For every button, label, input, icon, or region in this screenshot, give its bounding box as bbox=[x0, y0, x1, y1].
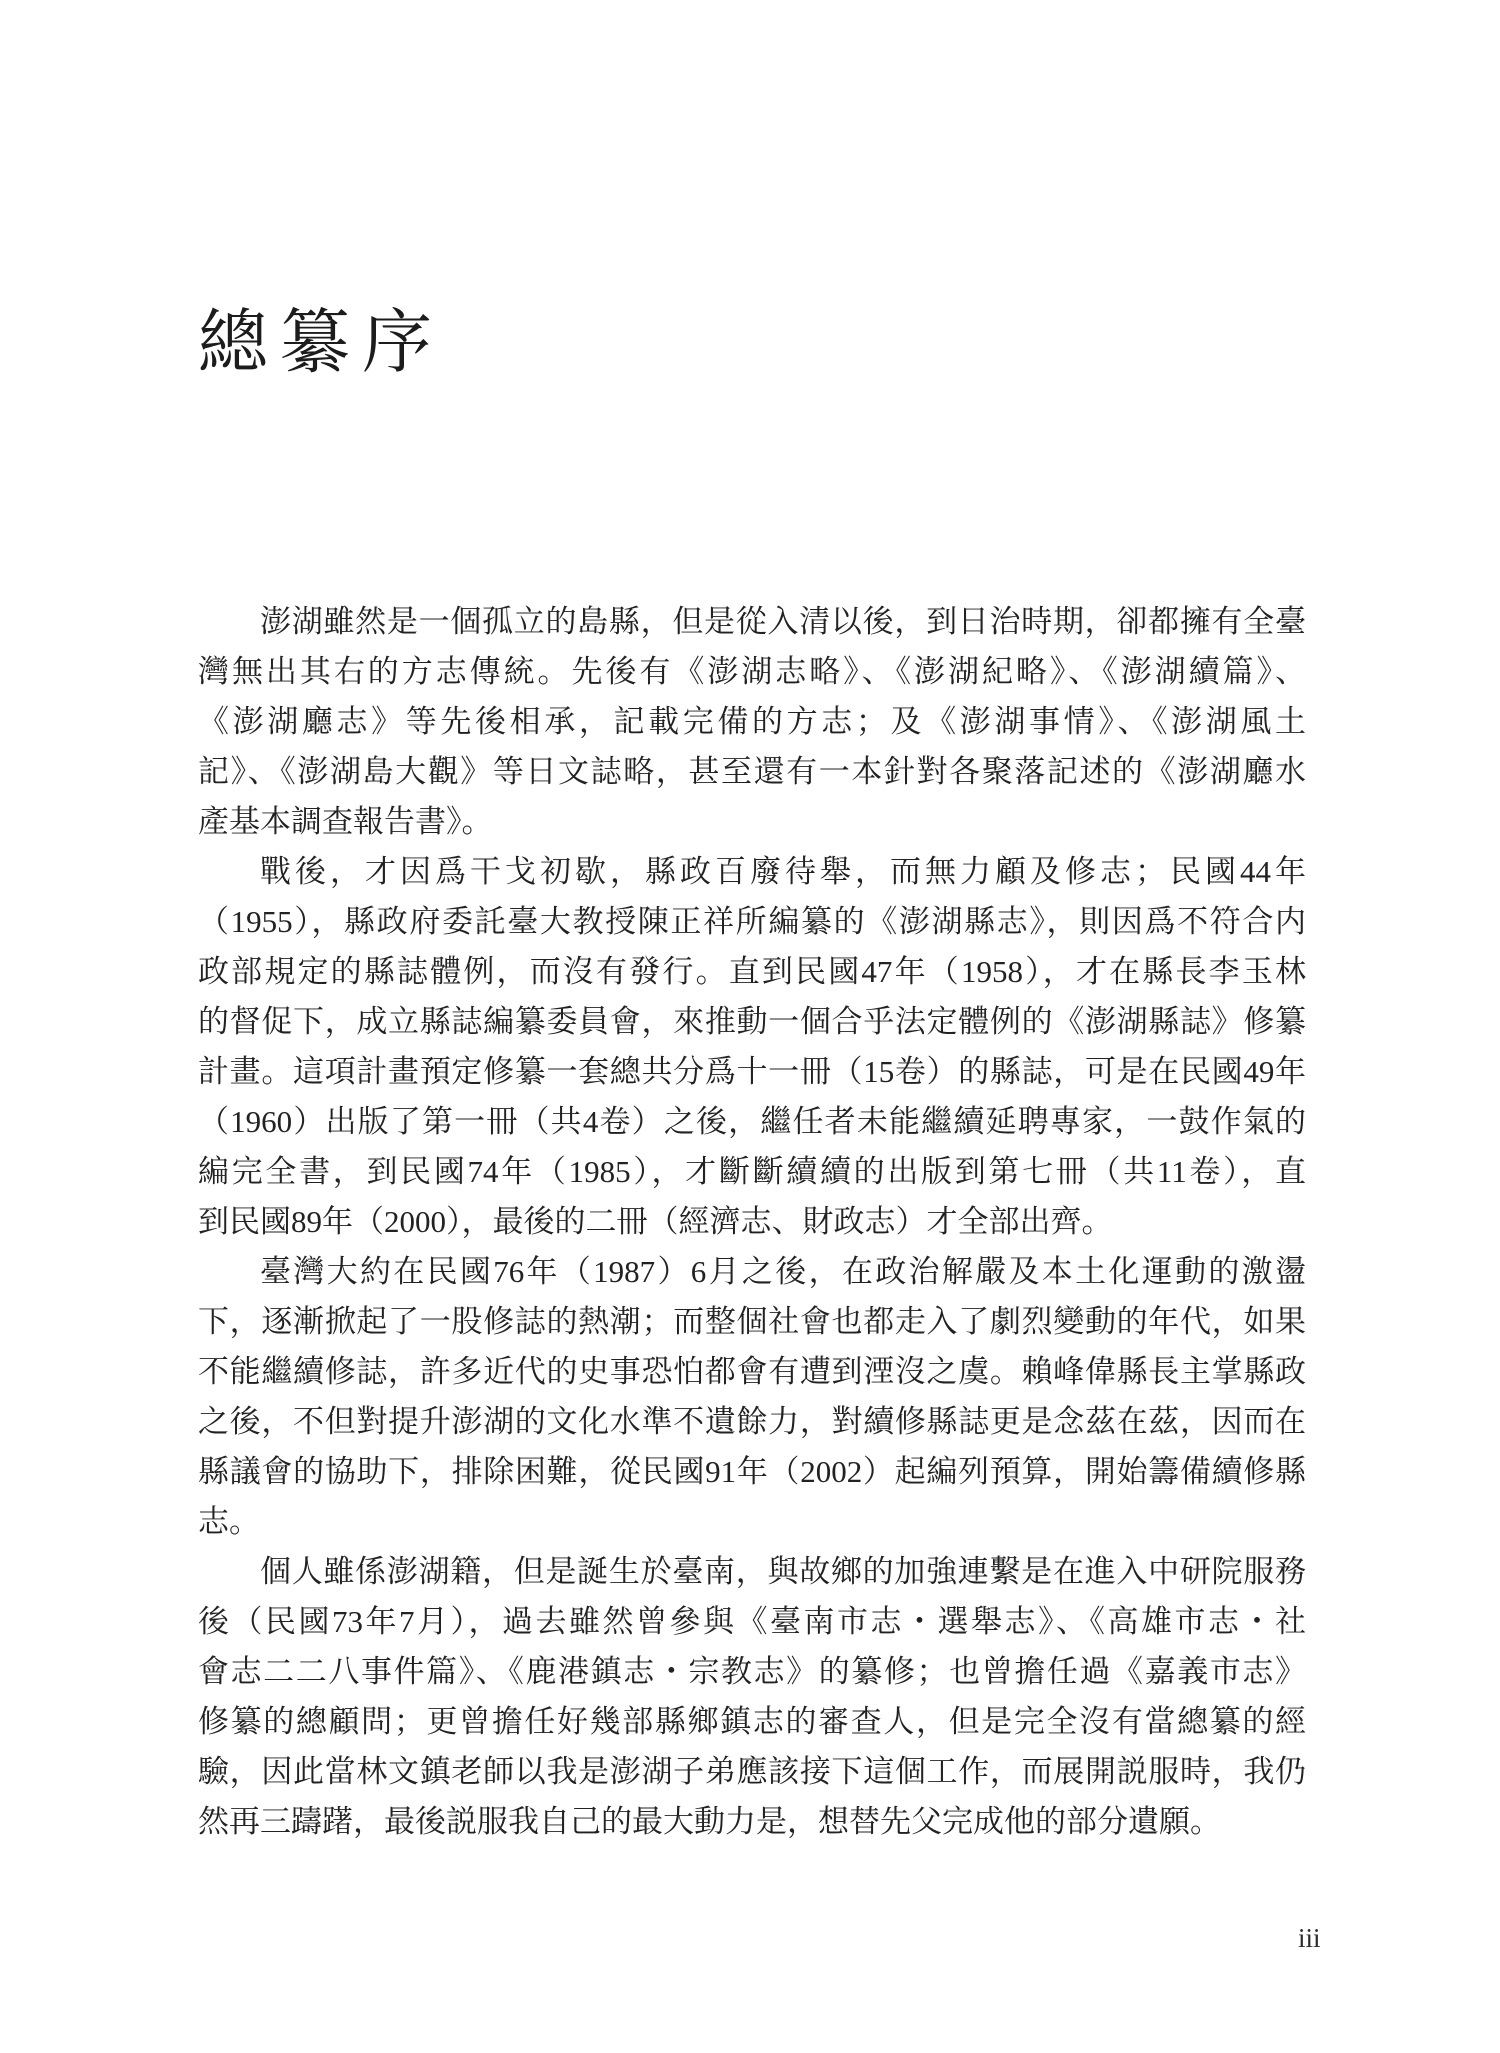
body-line: 臺灣大約在民國76年（1987）6月之後，在政治解嚴及本土化運動的激盪 bbox=[260, 1254, 1306, 1289]
body-line: 修纂的總顧問；更曾擔任好幾部縣鄉鎮志的審查人，但是完全沒有當總纂的經 bbox=[198, 1704, 1306, 1739]
body-line: 到民國89年（2000），最後的二冊（經濟志、財政志）才全部出齊。 bbox=[198, 1204, 1113, 1239]
body-line: 記》、《澎湖島大觀》等日文誌略，甚至還有一本針對各聚落記述的《澎湖廳水 bbox=[198, 754, 1306, 789]
body-line: 個人雖係澎湖籍，但是誕生於臺南，與故鄉的加強連繫是在進入中研院服務 bbox=[260, 1554, 1306, 1589]
body-line: 之後，不但對提升澎湖的文化水準不遺餘力，對續修縣誌更是念茲在茲，因而在 bbox=[198, 1404, 1306, 1439]
body-line: 後（民國73年7月），過去雖然曾參與《臺南市志・選舉志》、《高雄市志・社 bbox=[198, 1604, 1306, 1639]
page-title: 總纂序 bbox=[198, 305, 444, 382]
body-line: （1960）出版了第一冊（共4卷）之後，繼任者未能繼續延聘專家，一鼓作氣的 bbox=[198, 1104, 1306, 1139]
body-line: 下，逐漸掀起了一股修誌的熱潮；而整個社會也都走入了劇烈變動的年代，如果 bbox=[198, 1304, 1306, 1339]
body-line: 編完全書，到民國74年（1985），才斷斷續續的出版到第七冊（共11卷），直 bbox=[198, 1154, 1306, 1189]
body-line: 志。 bbox=[198, 1504, 260, 1539]
body-line: 產基本調查報告書》。 bbox=[198, 804, 493, 839]
body-line: 灣無出其右的方志傳統。先後有《澎湖志略》、《澎湖紀略》、《澎湖續篇》、 bbox=[198, 654, 1306, 689]
body-line: 然再三躊躇，最後説服我自己的最大動力是，想替先父完成他的部分遺願。 bbox=[198, 1804, 1221, 1839]
body-line: 縣議會的協助下，排除困難，從民國91年（2002）起編列預算，開始籌備續修縣 bbox=[198, 1454, 1306, 1489]
body-line: （1955），縣政府委託臺大教授陳正祥所編纂的《澎湖縣志》，則因爲不符合内 bbox=[198, 904, 1306, 939]
body-line: 計畫。這項計畫預定修纂一套總共分爲十一冊（15卷）的縣誌，可是在民國49年 bbox=[198, 1054, 1306, 1089]
body-line: 的督促下，成立縣誌編纂委員會，來推動一個合乎法定體例的《澎湖縣誌》修纂 bbox=[198, 1004, 1306, 1039]
body-line: 會志二二八事件篇》、《鹿港鎮志・宗教志》的纂修；也曾擔任過《嘉義市志》 bbox=[198, 1654, 1306, 1689]
body-line: 驗，因此當林文鎮老師以我是澎湖子弟應該接下這個工作，而展開説服時，我仍 bbox=[198, 1754, 1306, 1789]
page-number: iii bbox=[1298, 1923, 1321, 1953]
body-line: 《澎湖廳志》等先後相承，記載完備的方志；及《澎湖事情》、《澎湖風土 bbox=[198, 704, 1306, 739]
body-line: 政部規定的縣誌體例，而沒有發行。直到民國47年（1958），才在縣長李玉林 bbox=[198, 954, 1306, 989]
document-body bbox=[198, 597, 1306, 1847]
body-line: 澎湖雖然是一個孤立的島縣，但是從入清以後，到日治時期，卻都擁有全臺 bbox=[260, 604, 1306, 639]
body-line: 戰後，才因爲干戈初歇，縣政百廢待舉，而無力顧及修志；民國44年 bbox=[260, 854, 1306, 889]
body-line: 不能繼續修誌，許多近代的史事恐怕都會有遭到湮沒之虞。賴峰偉縣長主掌縣政 bbox=[198, 1354, 1306, 1389]
